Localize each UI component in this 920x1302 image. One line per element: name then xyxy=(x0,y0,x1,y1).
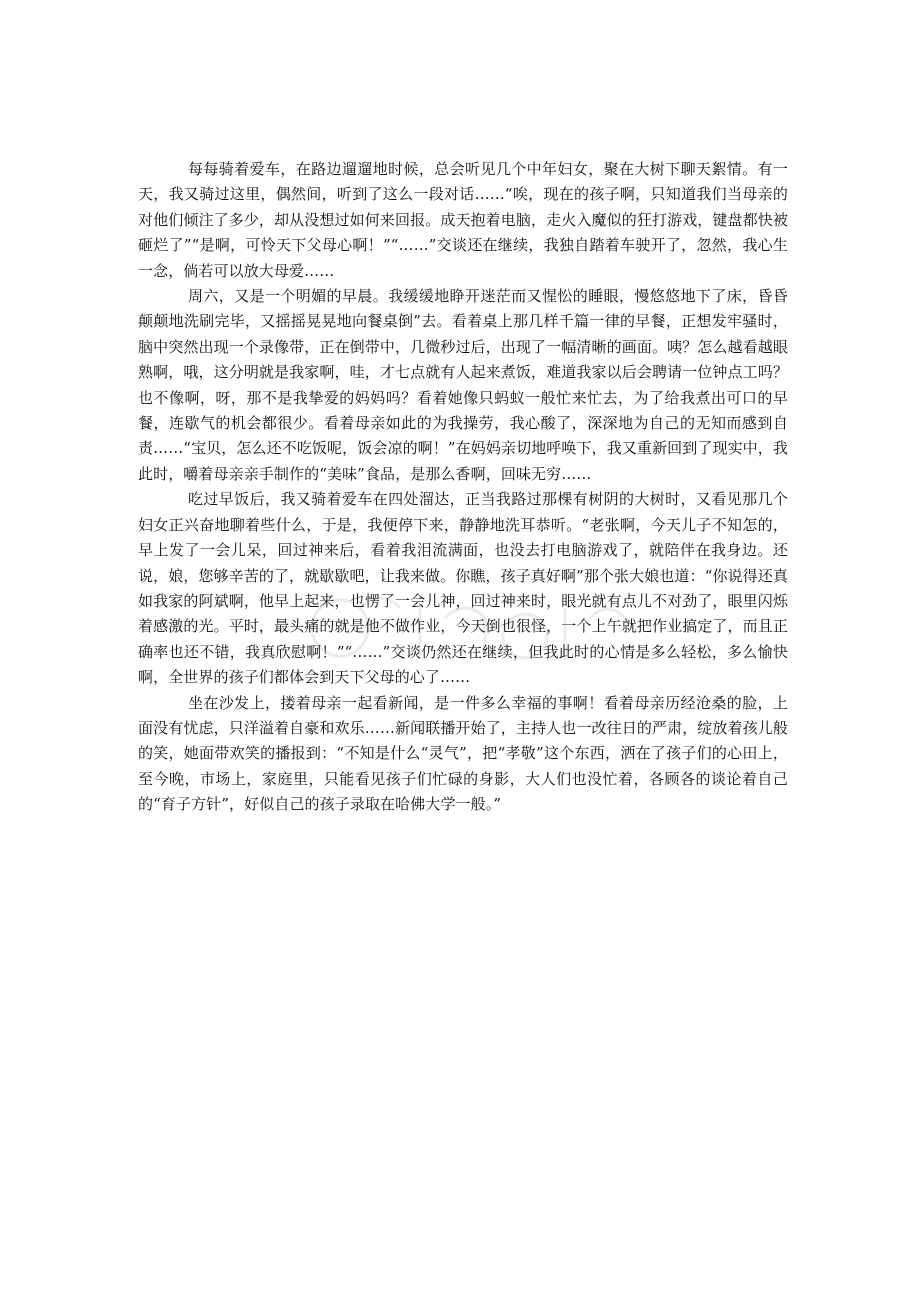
paragraph: 周六，又是一个明媚的早晨。我缓缓地睁开迷茫而又惺忪的睡眼，慢悠悠地下了床，昏昏颠颠地洗刷完毕，又摇摇晃晃地向餐桌倒”去。看着桌上那几样千篇一律的早餐，正想发牢骚时，脑中突然出现一个录像带，正在倒带中，几微秒过后，出现了一幅清晰的画面。咦？怎么越看越眼熟啊，哦，这分明就是我家啊，哇，才七点就有人起来煮饭，难道我家以后会聘请一位钟点工吗？也不像啊，呀，那不是我挚爱的妈妈吗？看着她像只蚂蚁一般忙来忙去，为了给我煮出可口的早餐，连歇气的机会都很少。看着母亲如此的为我操劳，我心酸了，深深地为自己的无知而感到自责……“宝贝，怎么还不吃饭呢，饭会凉的啊！”在妈妈亲切地呼唤下，我又重新回到了现实中，我此时，嚼着母亲亲手制作的“美味”食品，是那么香啊，回味无穷…… xyxy=(138,287,788,483)
paragraph: 每每骑着爱车，在路边遛遛地时候，总会听见几个中年妇女，聚在大树下聊天絮情。有一天，我又骑过这里，偶然间，听到了这么一段对话……“唉，现在的孩子啊，只知道我们当母亲的对他们倾注了多少，却从没想过如何来回报。成天抱着电脑，走火入魔似的狂打游戏，键盘都快被砸烂了”“是啊，可怜天下父母心啊！”“……”交谈还在继续，我独自踏着车驶开了，忽然，我心生一念，倘若可以放大母爱…… xyxy=(138,160,788,280)
paragraph: 吃过早饭后，我又骑着爱车在四处溜达，正当我路过那棵有树阴的大树时，又看见那几个妇女正兴奋地聊着些什么，于是，我便停下来，静静地洗耳恭听。“老张啊，今天儿子不知怎的，早上发了一会儿呆，回过神来后，看着我泪流满面，也没去打电脑游戏了，就陪伴在我身边。还说，娘，您够辛苦的了，就歇歇吧，让我来做。你瞧，孩子真好啊”那个张大娘也道：“你说得还真如我家的阿斌啊，他早上起来，也愣了一会儿神，回过神来时，眼光就有点儿不对劲了，眼里闪烁着感激的光。平时，最头痛的就是他不做作业，今天倒也很怪，一个上午就把作业搞定了，而且正确率也还不错，我真欣慰啊！”“……”交谈仍然还在继续，但我此时的心情是多么轻松，多么愉快啊，全世界的孩子们都体会到天下父母的心了…… xyxy=(138,490,788,687)
article-body xyxy=(138,157,788,818)
paragraph: 坐在沙发上，搂着母亲一起看新闻，是一件多么幸福的事啊！看着母亲历经沧桑的脸，上面没有忧虑，只洋溢着自豪和欢乐……新闻联播开始了，主持人也一改往日的严肃，绽放着孩儿般的笑，她面带欢笑的播报到：“不知是什么“灵气”，把“孝敬”这个东西，洒在了孩子们的心田上，至今晚，市场上，家庭里，只能看见孩子们忙碌的身影，大人们也没忙着，各顾各的谈论着自己的“育子方针”，好似自己的孩子录取在哈佛大学一般。” xyxy=(138,693,788,814)
